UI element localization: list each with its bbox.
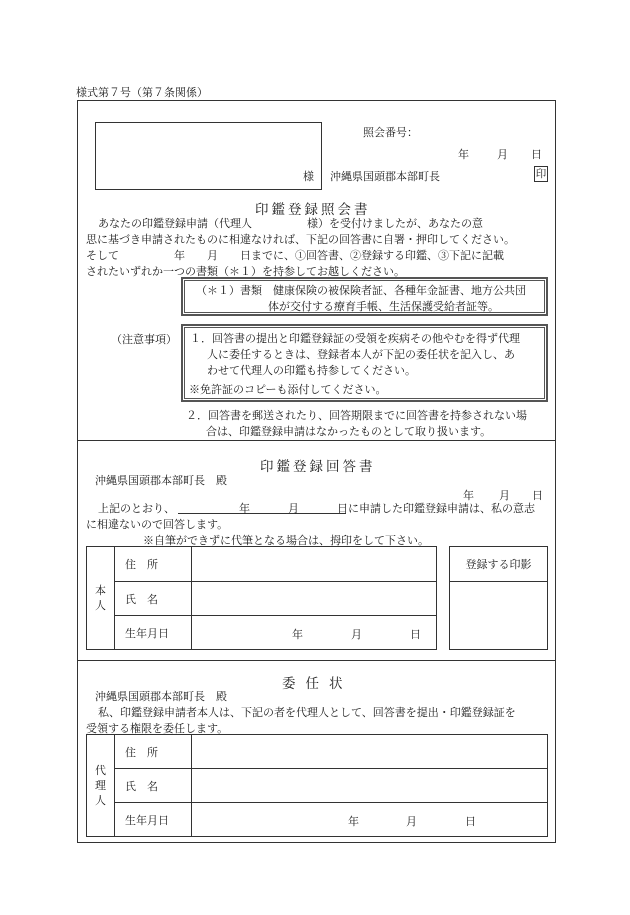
person-address-field[interactable]: [192, 547, 437, 582]
person-birth-month: 月: [351, 628, 362, 641]
inquiry-number-label: 照会番号：: [363, 126, 418, 139]
agent-birth-field[interactable]: [192, 803, 548, 837]
form-code: 様式第７号（第７条関係）: [76, 86, 208, 99]
agent-label-text: 代理人: [95, 764, 106, 807]
caution-1-line-2: 人に委任するときは、登録者本人が下記の委任状を記入し、あ: [207, 348, 515, 361]
proxy-agent-table: [86, 734, 548, 837]
answer-person-table: [86, 546, 437, 650]
answer-date-underline: [178, 513, 346, 514]
recipient-address-box[interactable]: [95, 122, 322, 190]
answer-line-1-prefix: 上記のとおり、: [98, 502, 175, 515]
recipient-suffix: 様: [303, 170, 314, 183]
inquiry-title: 印鑑登録照会書: [255, 202, 371, 218]
person-label: [87, 547, 115, 650]
agent-name-label: 氏 名: [115, 769, 192, 803]
caution-1-line-3: わせて代理人の印鑑も持参してください。: [207, 364, 416, 377]
proxy-title: 委任状: [282, 676, 353, 692]
inquiry-body-line-1: あなたの印鑑登録申請（代理人 様）を受付けましたが、あなたの意: [98, 217, 483, 230]
inquiry-body-line-3: そして 年 月 日までに、①回答書、②登録する印鑑、③下記に記載: [86, 249, 504, 262]
answer-line-1-suffix: に申請した印鑑登録申請は、私の意志: [348, 502, 535, 515]
answer-date-day: 日: [532, 489, 543, 502]
person-name-field[interactable]: [192, 582, 437, 616]
section-divider-answer: [77, 440, 556, 441]
answer-date-year: 年: [463, 489, 474, 502]
required-documents-line-1: （＊１）書類 健康保険の被保険者証、各種年金証書、地方公共団: [196, 284, 526, 297]
seal-impression-table: [449, 546, 548, 650]
answer-thumbprint-note: ※自筆ができずに代筆となる場合は、拇印をして下さい。: [143, 534, 429, 547]
person-label-text: 本人: [95, 584, 106, 612]
person-birth-field[interactable]: [192, 616, 437, 650]
caution-label: （注意事項）: [111, 333, 177, 346]
answer-title: 印鑑登録回答書: [260, 459, 376, 475]
official-seal: 印: [535, 168, 547, 180]
proxy-body-line-2: 受領する権限を委任します。: [86, 722, 229, 735]
proxy-body-line-1: 私、印鑑登録申請者本人は、下記の者を代理人として、回答書を提出・印鑑登録証を: [98, 706, 516, 719]
inquiry-date-month: 月: [497, 148, 508, 161]
answer-line-1-day: 日: [337, 502, 348, 515]
caution-copy-note: ※免許証のコピーも添付してください。: [189, 383, 387, 396]
answer-date-month: 月: [499, 489, 510, 502]
answer-line-2: に相違ないので回答します。: [86, 518, 229, 531]
agent-birth-year: 年: [348, 815, 359, 828]
agent-address-label: 住 所: [115, 735, 192, 769]
inquiry-body-line-4: されたいずれか一つの書類（＊１）を持参してお越しください。: [86, 265, 405, 278]
agent-birth-month: 月: [406, 815, 417, 828]
answer-addressee: 沖縄県国頭郡本部町長 殿: [95, 474, 227, 487]
caution-2-line-2: 合は、印鑑登録申請はなかったものとして取り扱います。: [206, 425, 492, 438]
person-address-label: 住 所: [115, 547, 192, 582]
caution-2-line-1: ２．回答書を郵送されたり、回答期限までに回答書を持参されない場: [186, 409, 527, 422]
issuer-name: 沖縄県国頭郡本部町長: [330, 170, 440, 183]
answer-line-1-year: 年: [239, 502, 250, 515]
agent-label: [87, 735, 115, 837]
inquiry-date-year: 年: [458, 148, 469, 161]
answer-line-1-month: 月: [288, 502, 299, 515]
seal-impression-field[interactable]: [450, 582, 548, 650]
seal-impression-header: 登録する印影: [450, 547, 548, 582]
agent-birth-label: 生年月日: [115, 803, 192, 837]
agent-birth-day: 日: [465, 815, 476, 828]
person-name-label: 氏 名: [115, 582, 192, 616]
caution-1-line-1: １．回答書の提出と印鑑登録証の受領を疾病その他やむを得ず代理: [190, 332, 520, 345]
agent-address-field[interactable]: [192, 735, 548, 769]
person-birth-day: 日: [410, 628, 421, 641]
section-divider-proxy: [77, 660, 556, 661]
person-birth-label: 生年月日: [115, 616, 192, 650]
person-birth-year: 年: [292, 628, 303, 641]
inquiry-date-day: 日: [531, 148, 542, 161]
required-documents-line-2: 体が交付する療育手帳、生活保護受給者証等。: [268, 300, 499, 313]
proxy-addressee: 沖縄県国頭郡本部町長 殿: [95, 690, 227, 703]
inquiry-body-line-2: 思に基づき申請されたものに相違なければ、下記の回答書に自署・押印してください。: [86, 233, 515, 246]
agent-name-field[interactable]: [192, 769, 548, 803]
